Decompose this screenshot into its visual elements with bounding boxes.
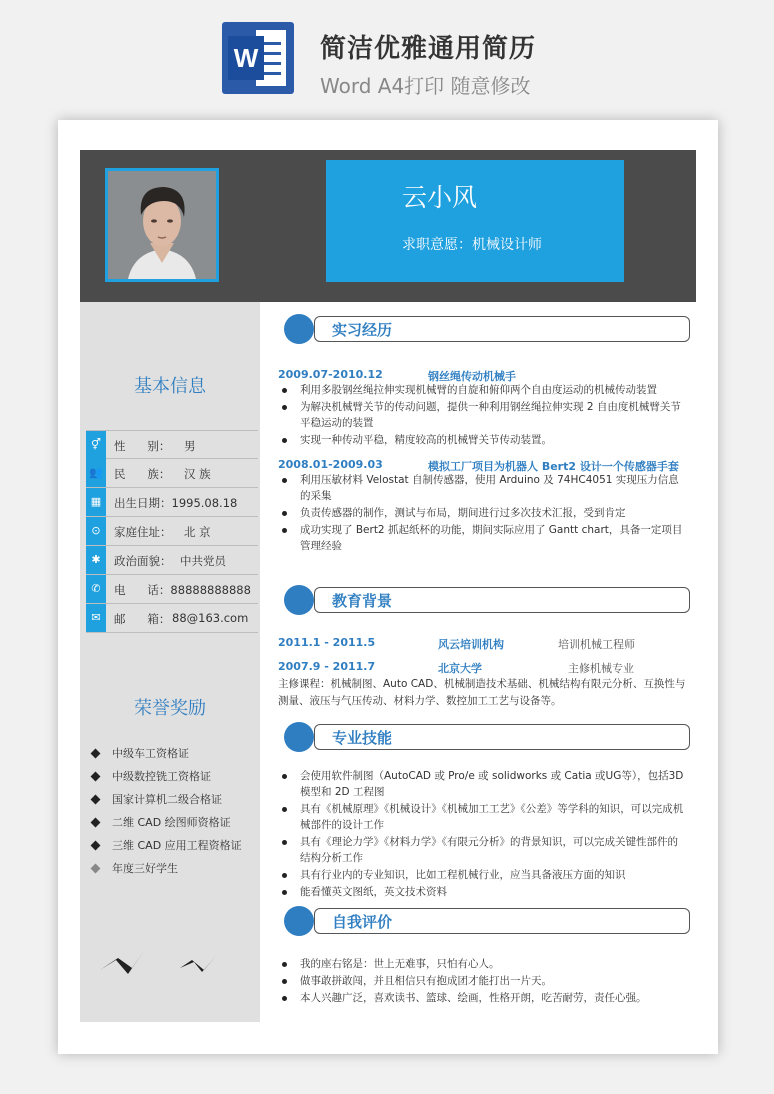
section-bullet-icon: [284, 585, 314, 615]
people-icon: 👥: [86, 459, 106, 487]
honors-list: [90, 742, 260, 880]
list-item: 具有行业内的专业知识，比如工程机械行业，应当具备液压方面的知识: [278, 867, 688, 883]
section-bullet-icon: [284, 722, 314, 752]
self-eval-title: 自我评价: [332, 913, 393, 931]
entry-project: 模拟工厂项目为机器人 Bert2 设计一个传感器手套: [428, 460, 679, 473]
calendar-icon: ▦: [86, 488, 106, 516]
edu-major: 主修机械专业: [568, 662, 634, 675]
education-header: [284, 585, 692, 615]
edu-major: 培训机械工程师: [558, 638, 635, 651]
list-item: 中级数控铣工资格证: [90, 765, 260, 788]
left-sidebar: [80, 302, 260, 1022]
resume-page: [58, 120, 718, 1054]
list-item: 具有《机械原理》《机械设计》《机械加工工艺》《公差》等学科的知识，可以完成机械部件的设计工作: [278, 801, 688, 833]
list-item: 我的座右铭是：世上无难事，只怕有心人。: [278, 956, 688, 972]
info-value: 男: [184, 439, 196, 453]
banner-title: 简洁优雅通用简历: [320, 34, 537, 64]
info-label: 性 别：: [114, 439, 171, 453]
entry-date: 2009.07-2010.12: [278, 368, 383, 381]
name-box: [326, 160, 624, 282]
list-item: 年度三好学生: [90, 857, 260, 880]
list-item: 为解决机械臂关节的传动问题，提供一种利用钢丝绳拉伸实现 2 自由度机械臂关节平稳运动的装置: [278, 399, 688, 431]
word-logo-letter: W: [228, 36, 264, 80]
info-label: 出生日期：1995.08.18: [114, 496, 238, 510]
list-item: 三维 CAD 应用工程资格证: [90, 834, 260, 857]
candidate-name: 云小风: [402, 183, 478, 212]
info-row-email: [86, 604, 258, 633]
list-item: 利用多股钢丝绳拉伸实现机械臂的自旋和俯仰两个自由度运动的机械传动装置: [278, 382, 688, 398]
top-banner: [0, 0, 774, 112]
self-eval-bullets: [278, 956, 688, 1007]
info-row-politics: [86, 546, 258, 575]
list-item: 负责传感器的制作，测试与布局，期间进行过多次技术汇报，受到肯定: [278, 505, 688, 521]
list-item: 会使用软件制图（AutoCAD 或 Pro/e 或 solidworks 或 Catia 或UG等），包括3D 模型和 2D 工程图: [278, 768, 688, 800]
edu-school: 北京大学: [438, 662, 482, 675]
list-item: 二维 CAD 绘图师资格证: [90, 811, 260, 834]
info-label: 电 话：88888888888: [114, 583, 251, 597]
info-value: 北 京: [184, 525, 211, 539]
skills-bullets: [278, 768, 688, 901]
section-bullet-icon: [284, 314, 314, 344]
internship-title: 实习经历: [332, 321, 393, 339]
list-item: 利用压敏材料 Velostat 自制传感器，使用 Arduino 及 74HC4051 实现压力信息的采集: [278, 472, 688, 504]
info-row-birthday: [86, 488, 258, 517]
phone-icon: ✆: [86, 575, 106, 603]
location-icon: ⊙: [86, 517, 106, 545]
courses-text: 主修课程：机械制图、Auto CAD、机械制造技术基础、机械结构有限元分析、互换性与测量、液压与气压传动、材料力学、数控加工工艺与设备等。: [278, 678, 686, 707]
word-logo-icon: [222, 22, 294, 94]
portrait-icon: [108, 171, 216, 279]
edu-date: 2007.9 - 2011.7: [278, 660, 376, 673]
skills-header: [284, 722, 692, 752]
info-row-gender: [86, 430, 258, 459]
entry-project: 钢丝绳传动机械手: [428, 370, 516, 383]
skills-title: 专业技能: [332, 729, 393, 747]
profile-photo: [105, 168, 219, 282]
internship-bullets-2: [278, 472, 688, 555]
info-label: 民 族：: [114, 467, 171, 481]
entry-date: 2008.01-2009.03: [278, 458, 383, 471]
info-label: 家庭住址：: [114, 525, 172, 539]
mail-icon: ✉: [86, 604, 106, 632]
info-value: 88@163.com: [172, 611, 249, 625]
edu-school: 风云培训机构: [438, 638, 504, 651]
banner-subtitle: Word A4打印 随意修改: [320, 74, 531, 98]
list-item: 能看懂英文图纸，英文技术资料: [278, 884, 688, 900]
info-label: 邮 箱：: [114, 612, 171, 626]
main-content: [260, 302, 696, 1022]
list-item: 中级车工资格证: [90, 742, 260, 765]
job-intent: 求职意愿：机械设计师: [402, 237, 542, 253]
birds-decoration-icon: [98, 942, 238, 982]
list-item: 本人兴趣广泛，喜欢读书、篮球、绘画，性格开朗，吃苦耐劳，责任心强。: [278, 990, 688, 1006]
info-row-address: [86, 517, 258, 546]
resume-header: [80, 150, 696, 302]
info-row-phone: [86, 575, 258, 604]
info-value: 汉 族: [184, 467, 211, 481]
info-value: 中共党员: [180, 554, 226, 568]
gender-icon: ⚥: [86, 431, 106, 459]
list-item: 做事敢拼敢闯，并且相信只有抱成团才能打出一片天。: [278, 973, 688, 989]
info-row-ethnicity: [86, 459, 258, 488]
internship-bullets-1: [278, 382, 688, 449]
basic-info-title: 基本信息: [134, 376, 206, 397]
list-item: 国家计算机二级合格证: [90, 788, 260, 811]
list-item: 实现一种传动平稳，精度较高的机械臂关节传动装置。: [278, 432, 688, 448]
list-item: 具有《理论力学》《材料力学》《有限元分析》的背景知识，可以完成关键性部件的结构分析工作: [278, 834, 688, 866]
internship-header: [284, 314, 692, 344]
basic-info-list: [86, 430, 258, 633]
education-title: 教育背景: [332, 592, 393, 610]
section-bullet-icon: [284, 906, 314, 936]
info-label: 政治面貌：: [114, 554, 172, 568]
honors-title: 荣誉奖励: [134, 698, 206, 719]
flag-icon: ✱: [86, 546, 106, 574]
list-item: 成功实现了 Bert2 抓起纸杯的功能，期间实际应用了 Gantt chart，具备一定项目管理经验: [278, 522, 688, 554]
edu-date: 2011.1 - 2011.5: [278, 636, 376, 649]
self-eval-header: [284, 906, 692, 936]
